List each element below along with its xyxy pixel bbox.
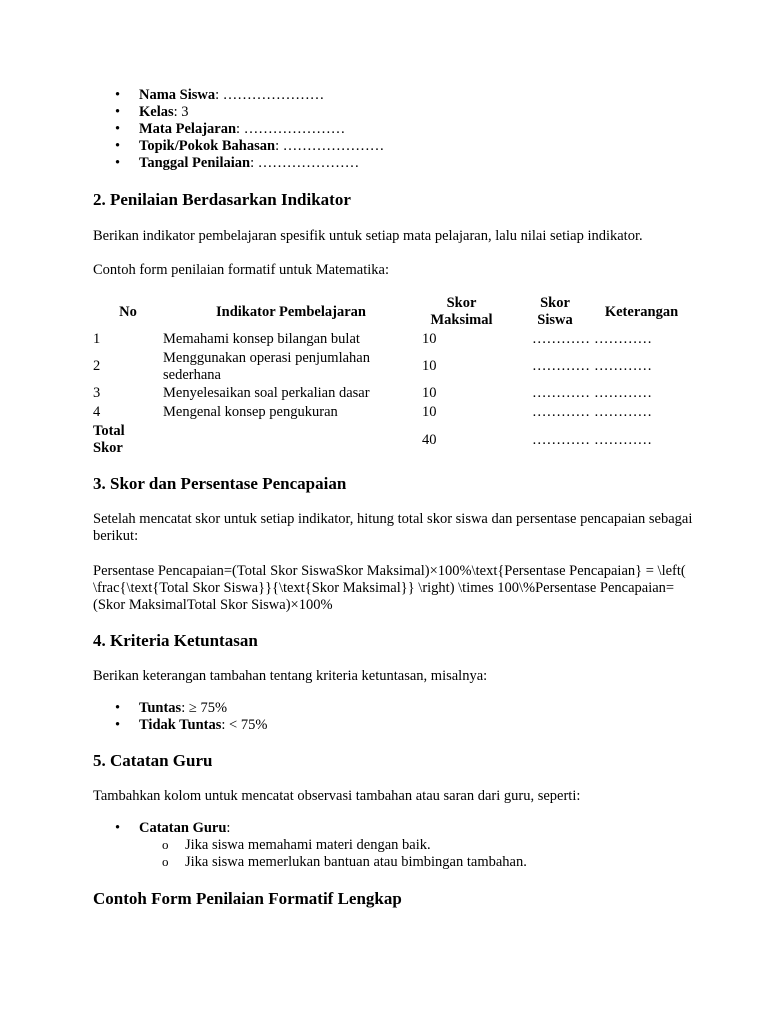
formula-text: Persentase Pencapaian=(Total Skor SiswaSkor Maksimal)×100%\text{Persentase Pencapaian} = \left( \frac{\text{Total Skor Siswa}}{\text{Skor Maksimal}} \right) \times 100\%Persentase Pencapaian=(Skor MaksimalTotal Skor Siswa)×100% bbox=[93, 563, 686, 613]
table-row: 4 Mengenal konsep pengukuran 10 ………… ………… bbox=[93, 404, 652, 420]
list-item: • Catatan Guru: bbox=[93, 820, 693, 837]
list-item: • Tanggal Penilaian: ………………… bbox=[93, 155, 693, 172]
header-skor-maksimal: Skor Maksimal bbox=[430, 295, 493, 328]
header-indikator: Indikator Pembelajaran bbox=[216, 303, 366, 320]
list-item: • Nama Siswa: ………………… bbox=[93, 87, 693, 104]
final-heading: Contoh Form Penilaian Formatif Lengkap bbox=[93, 889, 402, 908]
list-item: • Mata Pelajaran: ………………… bbox=[93, 121, 693, 138]
header-no: No bbox=[119, 303, 137, 320]
document-page bbox=[93, 87, 693, 909]
assessment-table bbox=[93, 294, 689, 458]
section-4-heading: 4. Kriteria Ketuntasan bbox=[93, 631, 258, 650]
section-4-paragraph: Berikan keterangan tambahan tentang kriteria ketuntasan, misalnya: bbox=[93, 668, 488, 684]
section-5-heading: 5. Catatan Guru bbox=[93, 751, 213, 770]
header-skor-siswa: Skor Siswa bbox=[537, 295, 573, 328]
teacher-notes-list bbox=[93, 820, 693, 837]
table-row: 3 Menyelesaikan soal perkalian dasar 10 ………… ………… bbox=[93, 385, 652, 401]
list-item: • Kelas: 3 bbox=[93, 104, 693, 121]
list-item: o Jika siswa memahami materi dengan baik. bbox=[93, 837, 693, 854]
table-header-row bbox=[93, 294, 689, 330]
list-item: o Jika siswa memerlukan bantuan atau bimbingan tambahan. bbox=[93, 854, 693, 871]
section-2-heading: 2. Penilaian Berdasarkan Indikator bbox=[93, 190, 351, 209]
table-total-row: Total Skor 40 ………… ………… bbox=[93, 423, 652, 456]
student-info-list bbox=[93, 87, 693, 172]
section-3-paragraph: Setelah mencatat skor untuk setiap indikator, hitung total skor siswa dan persentase pencapaian sebagai berikut: bbox=[93, 511, 693, 544]
table-row: 2 Menggunakan operasi penjumlahan sederhana 10 ………… ………… bbox=[93, 349, 652, 383]
header-keterangan: Keterangan bbox=[604, 303, 679, 320]
list-item: • Tidak Tuntas: < 75% bbox=[93, 717, 693, 734]
section-3-heading: 3. Skor dan Persentase Pencapaian bbox=[93, 474, 347, 493]
criteria-list bbox=[93, 700, 693, 734]
list-item: • Topik/Pokok Bahasan: ………………… bbox=[93, 138, 693, 155]
list-item: • Tuntas: ≥ 75% bbox=[93, 700, 693, 717]
teacher-notes-sublist bbox=[93, 837, 693, 871]
section-5-paragraph: Tambahkan kolom untuk mencatat observasi tambahan atau saran dari guru, seperti: bbox=[93, 788, 581, 804]
section-2-example-intro: Contoh form penilaian formatif untuk Matematika: bbox=[93, 262, 389, 278]
section-2-paragraph: Berikan indikator pembelajaran spesifik untuk setiap mata pelajaran, lalu nilai setiap indikator. bbox=[93, 228, 643, 244]
table-row: 1 Memahami konsep bilangan bulat 10 ………… ………… bbox=[93, 331, 652, 347]
